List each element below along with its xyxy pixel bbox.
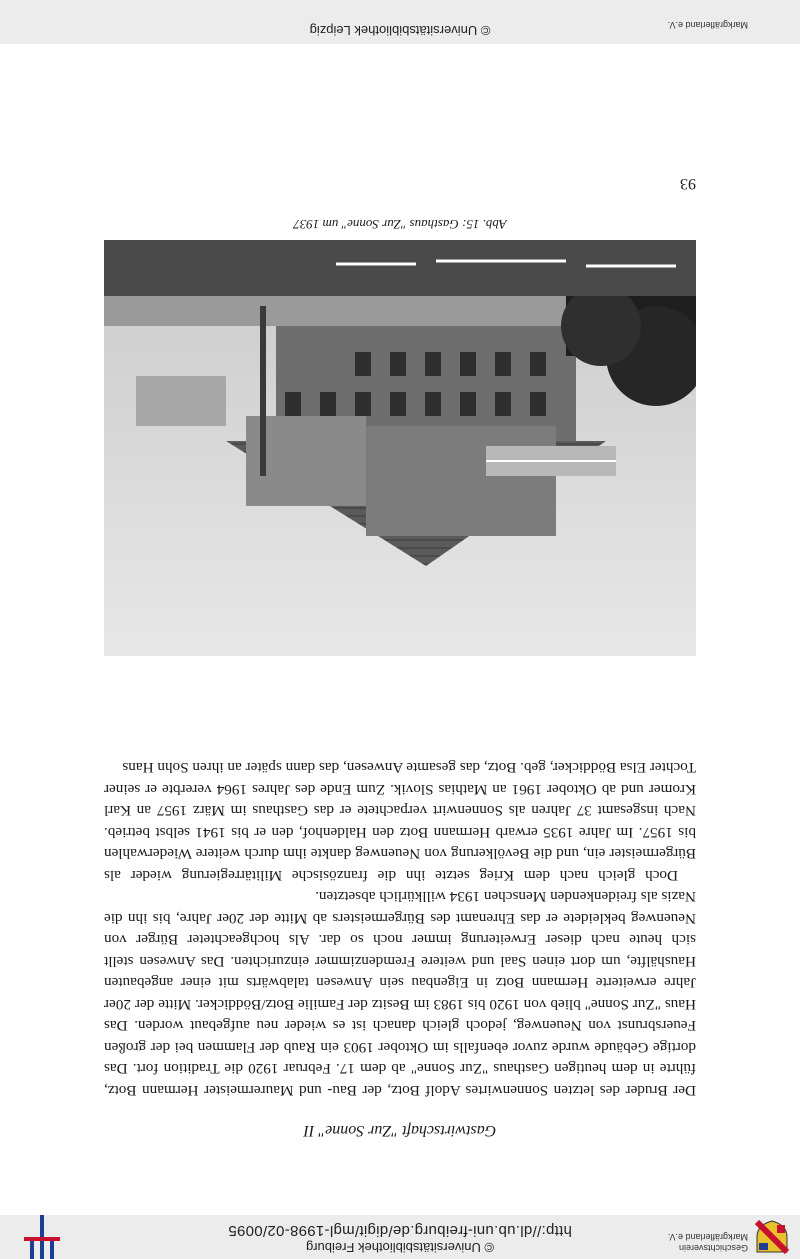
library-copyright: © Universitätsbibliothek Freiburg	[305, 1240, 495, 1255]
paragraph: Der Bruder des letzten Sonnenwirtes Adolf Botz, der Bau- und Maurermeister Hermann Botz, führte in dem heutigen Gasthaus "Zur Sonne" ab dem 17. Februar 1920 die Tradition fort. Das dortige Gebäude wurde zuvor ebenfalls im Oktober 1903 ein Raub der Flammen bei der großen Feuersbrunst von Neuenweg, jedoch gleich danach ist es wieder neu aufgebaut worden. Das Haus "Zur Sonne" blieb von 1920 bis 1983 im Besitz der Familie Botz/Böddicker. Mitte der 20er Jahre erweiterte Hermann Botz in Eigenbau sein Anwesen talabwärts mit einer angebauten Haushälfte, um dort einen Saal und weitere Fremdenzimmer einzurichten. Das Anwesen stellt sich heute nach dieser Erweiterung immer noch so dar. Als hochgeachteter Bürger von Neuenweg bekleidete er das Ehrenamt des Bürgermeisters ab Mitte der 20er Jahre, bis ihn die Nazis als freidenkenden Menschen 1934 willkürlich absetzten.	[104, 888, 696, 1099]
society-name: Geschichtsverein Markgräflerland e.V.	[667, 1232, 748, 1253]
library-copyright: © Universitätsbibliothek Leipzig	[309, 23, 491, 38]
library-banner-footer	[0, 0, 800, 44]
page-number: 93	[680, 175, 696, 192]
figure-caption: Abb. 15: Gasthaus "Zur Sonne" um 1937	[293, 217, 507, 232]
library-banner	[0, 1215, 800, 1259]
article-body	[104, 757, 696, 1101]
historic-photo-inn	[104, 240, 696, 656]
society-name: Markgräflerland e.V.	[667, 20, 748, 30]
library-mark-icon	[22, 1215, 62, 1259]
paragraph: Doch gleich nach dem Krieg setzte ihn die französische Militärregierung wieder als Bürgermeister ein, und die Bevölkerung von Neuenweg dankte ihm durch weitere Wiederwahlen bis 1957. Im Jahre 1935 erwarb Hermann Botz den Haldenhof, den er bis 1941 selbst betrieb. Nach insgesamt 37 Jahren als Sonnenwirt verpachtete er das Gasthaus im März 1957 an Karl Kromer und ab Oktober 1961 an Mathias Slovik. Zum Ende des Jahres 1964 vererbte er seiner Tochter Elsa Böddicker, geb. Botz, das gesamte Anwesen, das dann später an ihren Sohn Hans	[104, 759, 696, 884]
permalink-url[interactable]: http://dl.ub.uni-freiburg.de/digit/mgl-1998-02/0095	[228, 1222, 572, 1239]
article-heading: Gastwirtschaft "Zur Sonne" II	[303, 1122, 497, 1139]
